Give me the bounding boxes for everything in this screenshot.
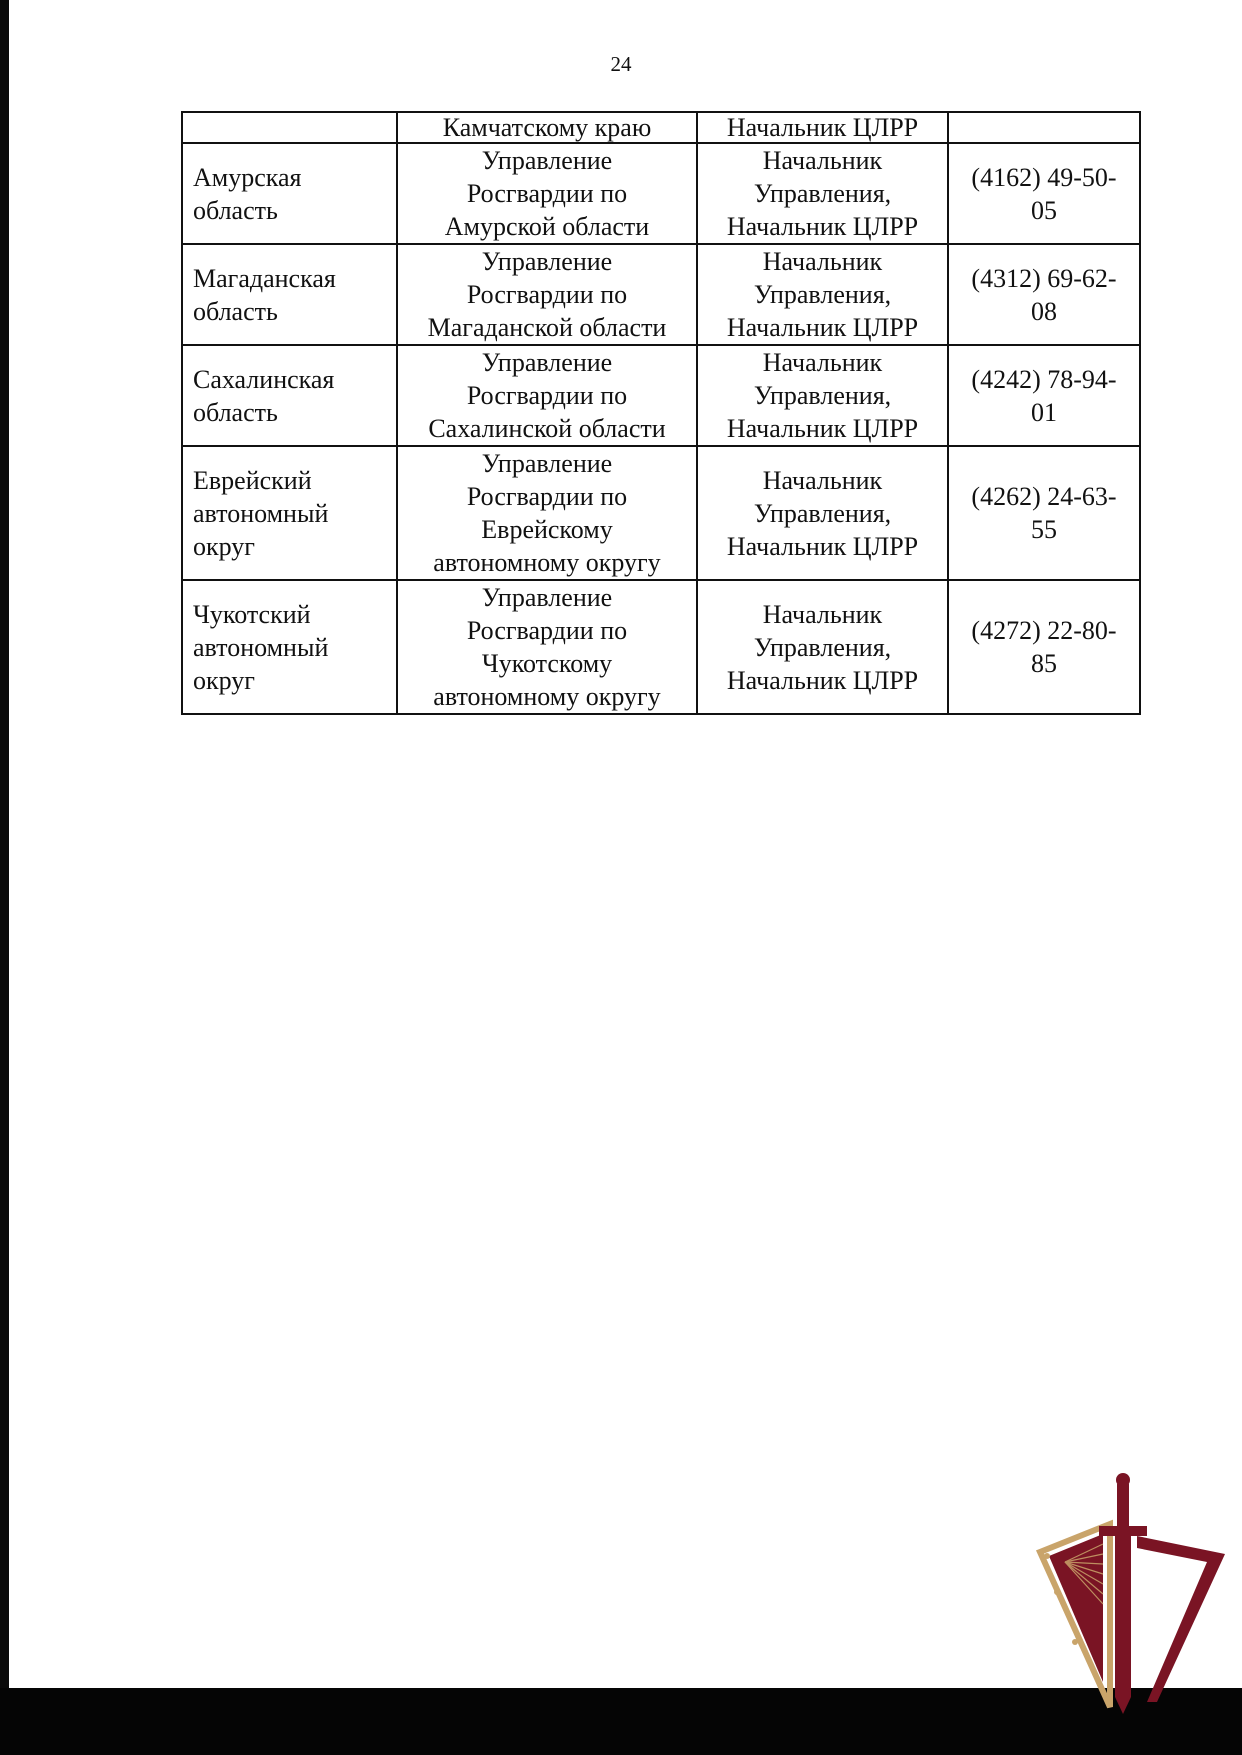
region-line: область — [193, 296, 278, 326]
region-line: Сахалинская — [193, 364, 335, 394]
phone-cell: (4242) 78-94-01 — [948, 345, 1140, 446]
region-line: Магаданская — [193, 263, 336, 293]
region-line: округ — [193, 665, 255, 695]
department-line: Росгвардии по — [466, 179, 628, 208]
page-number: 24 — [610, 52, 632, 76]
table-row — [182, 112, 1140, 143]
department-line: Чукотскому — [481, 649, 613, 678]
head-cell — [697, 580, 948, 714]
rosgvardia-emblem-icon — [1035, 1472, 1230, 1717]
department-line: Еврейскому — [481, 515, 613, 544]
head-line: Начальник ЦЛРР — [726, 212, 919, 241]
head-line: Управления, — [753, 632, 892, 662]
region-cell — [182, 143, 397, 244]
head-line: Начальник ЦЛРР — [726, 665, 919, 695]
department-line: Управление — [481, 348, 613, 377]
department-line: Амурской области — [444, 212, 650, 241]
head-line: Управления, — [753, 280, 892, 309]
region-cell — [182, 244, 397, 345]
head-line: Начальник — [762, 247, 883, 276]
phone-cell — [948, 112, 1140, 143]
head-line: Начальник ЦЛРР — [726, 313, 919, 342]
head-line: Начальник — [762, 348, 883, 377]
department-line: Управление — [481, 247, 613, 276]
head-line: Управления, — [753, 498, 892, 528]
head-line: Начальник — [762, 146, 883, 175]
head-cell: Начальник ЦЛРР — [697, 112, 948, 143]
contacts-table — [181, 111, 1141, 715]
department-line: автономному округу — [433, 682, 661, 711]
head-line: Начальник — [762, 599, 883, 629]
table-row — [182, 446, 1140, 580]
head-cell — [697, 345, 948, 446]
department-line: Магаданской области — [427, 313, 667, 342]
head-cell — [697, 244, 948, 345]
department-cell — [397, 446, 697, 580]
table-row — [182, 580, 1140, 714]
department-line: Росгвардии по — [466, 616, 628, 645]
department-cell — [397, 143, 697, 244]
head-line: Начальник — [762, 465, 883, 495]
department-cell — [397, 345, 697, 446]
region-line: автономный — [193, 632, 329, 662]
region-line: округ — [193, 531, 255, 561]
region-line: Еврейский — [193, 465, 312, 495]
department-line: Управление — [481, 449, 613, 478]
department-line: Росгвардии по — [466, 280, 628, 309]
department-cell — [397, 244, 697, 345]
phone-cell: (4162) 49-50-05 — [948, 143, 1140, 244]
head-line: Управления, — [753, 179, 892, 208]
department-line: Росгвардии по — [466, 482, 628, 511]
phone-cell: (4262) 24-63-55 — [948, 446, 1140, 580]
head-line: Начальник ЦЛРР — [726, 531, 919, 561]
head-cell — [697, 143, 948, 244]
head-line: Управления, — [753, 381, 892, 410]
department-line: автономному округу — [433, 548, 661, 577]
region-cell — [182, 112, 397, 143]
region-line: область — [193, 397, 278, 427]
table-row — [182, 244, 1140, 345]
region-cell — [182, 345, 397, 446]
table-row — [182, 143, 1140, 244]
department-line: Управление — [481, 146, 613, 175]
head-cell — [697, 446, 948, 580]
region-line: Чукотский — [193, 599, 311, 629]
department-cell: Камчатскому краю — [397, 112, 697, 143]
department-cell — [397, 580, 697, 714]
department-line: Управление — [481, 583, 613, 612]
region-line: автономный — [193, 498, 329, 528]
region-cell — [182, 580, 397, 714]
department-line: Росгвардии по — [466, 381, 628, 410]
scan-left-edge — [0, 0, 9, 1690]
region-line: область — [193, 195, 278, 225]
phone-cell: (4312) 69-62-08 — [948, 244, 1140, 345]
phone-cell: (4272) 22-80-85 — [948, 580, 1140, 714]
table-row — [182, 345, 1140, 446]
region-cell — [182, 446, 397, 580]
region-line: Амурская — [193, 162, 302, 192]
head-line: Начальник ЦЛРР — [726, 414, 919, 443]
department-line: Сахалинской области — [428, 414, 666, 443]
